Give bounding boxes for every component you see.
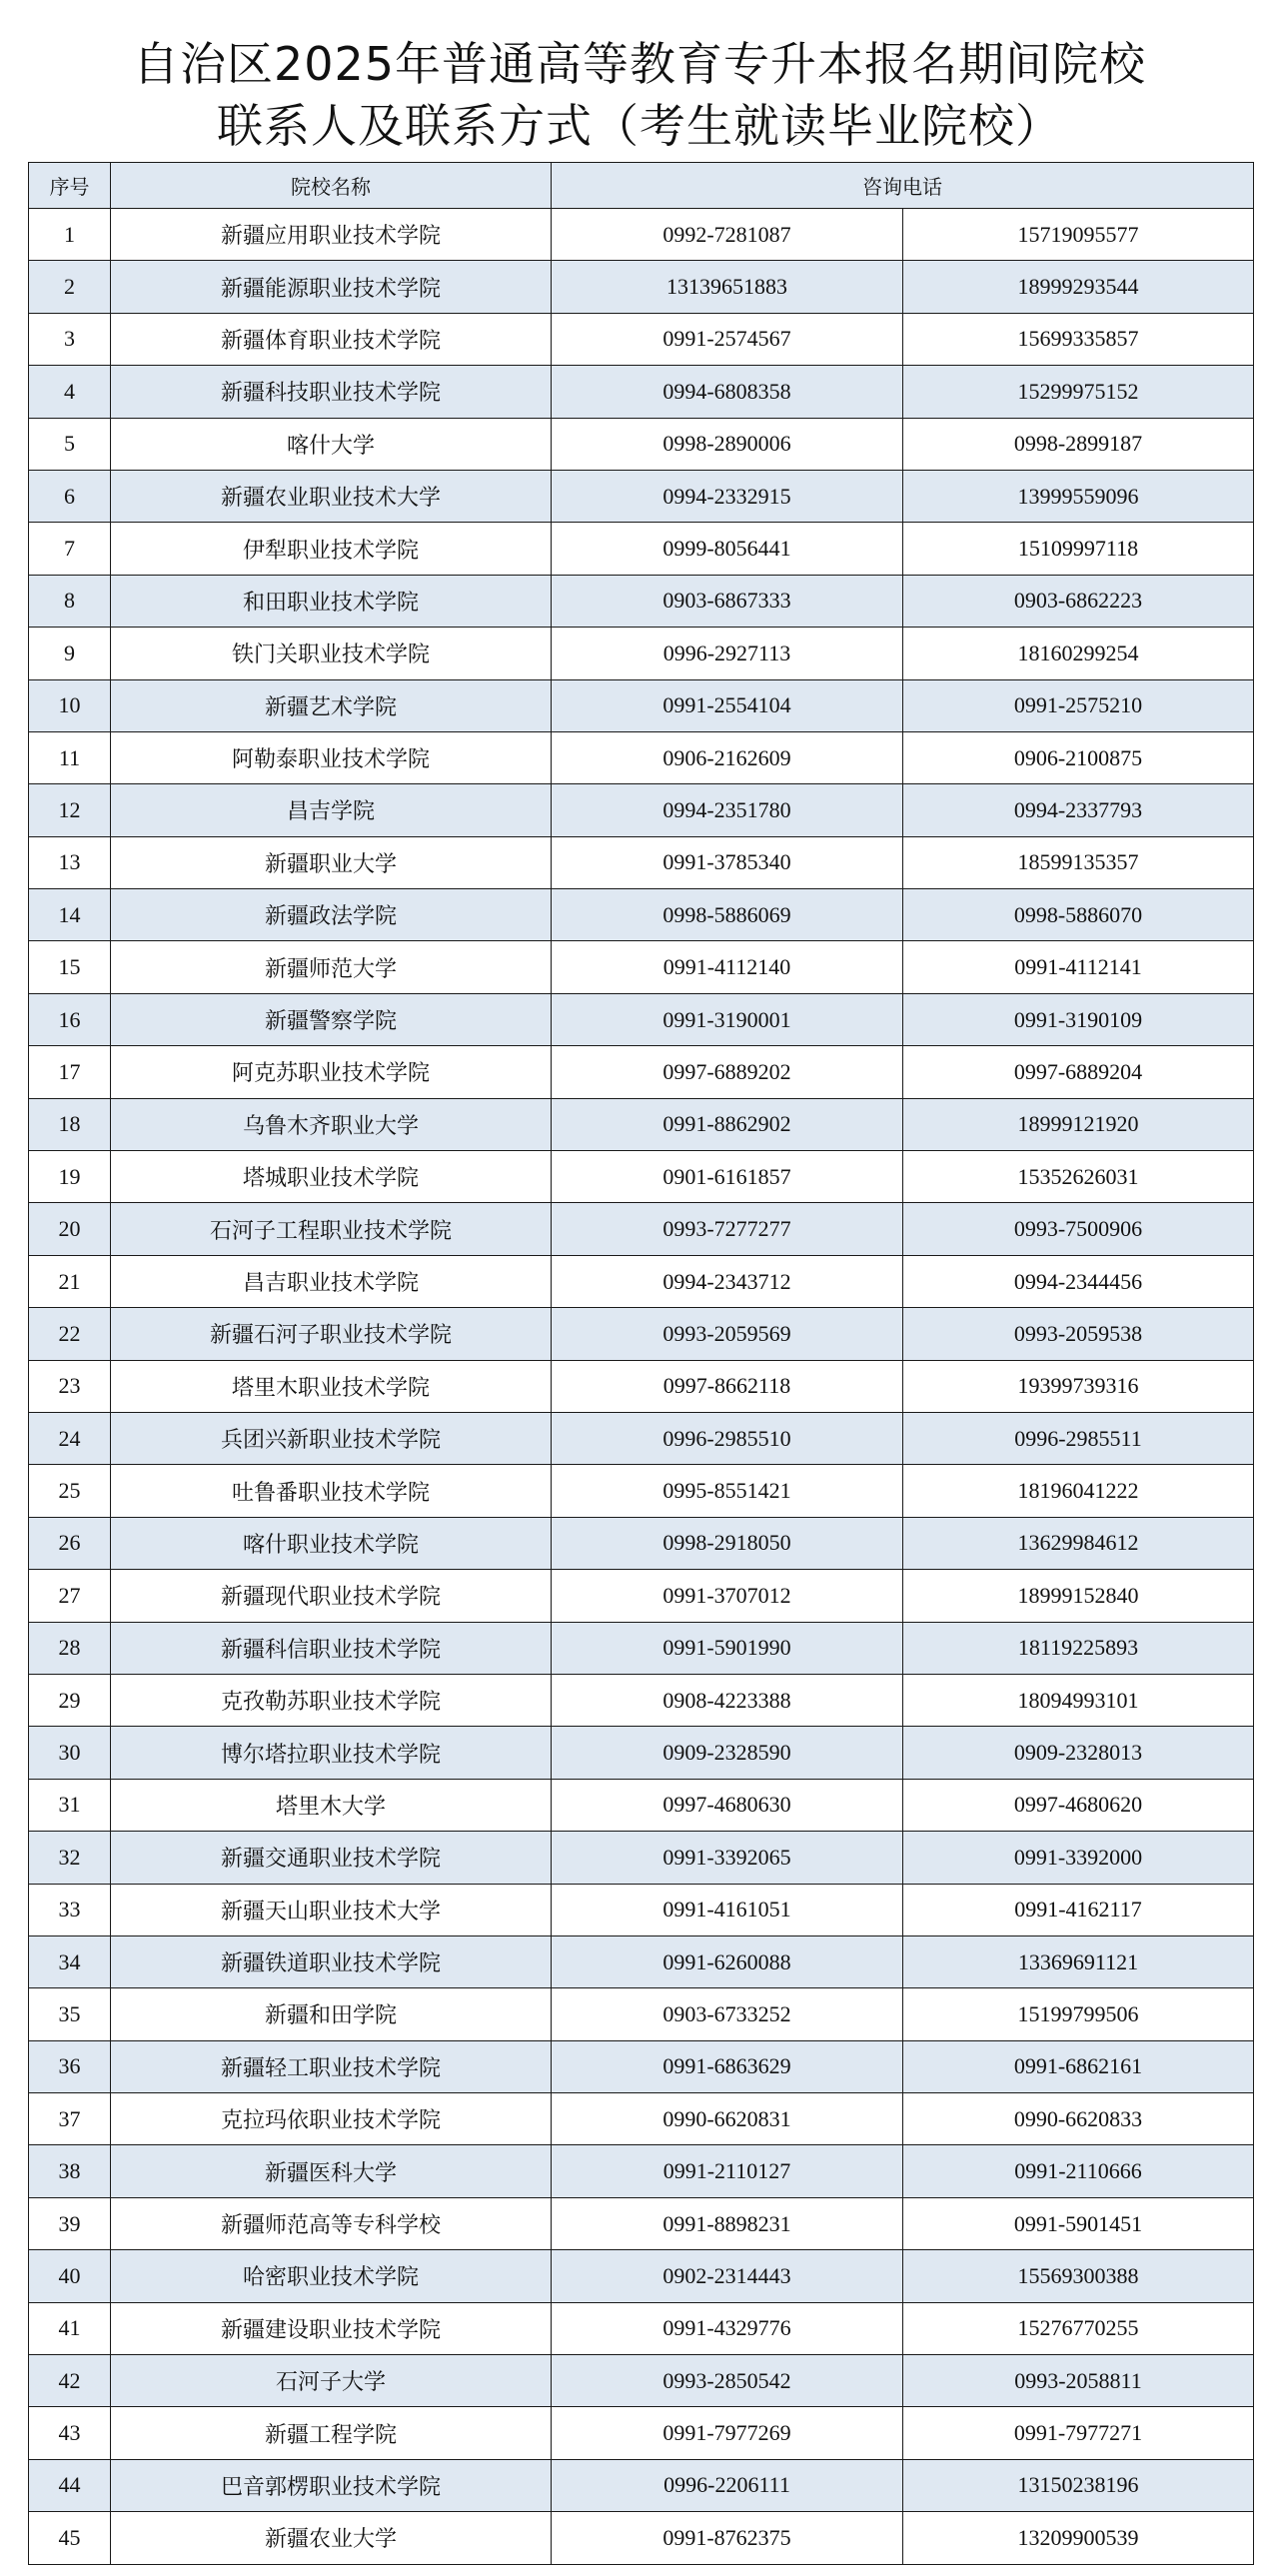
phone-secondary: 0994-2337793: [903, 784, 1254, 836]
row-index: 30: [29, 1727, 111, 1779]
phone-primary: 0991-3707012: [552, 1570, 903, 1622]
row-index: 23: [29, 1360, 111, 1412]
row-index: 2: [29, 261, 111, 313]
row-index: 12: [29, 784, 111, 836]
phone-primary: 0991-7977269: [552, 2407, 903, 2459]
school-name: 乌鲁木齐职业大学: [111, 1098, 552, 1150]
row-index: 44: [29, 2459, 111, 2511]
school-name: 阿克苏职业技术学院: [111, 1046, 552, 1098]
school-name: 新疆职业大学: [111, 836, 552, 888]
row-index: 10: [29, 679, 111, 731]
table-row: [29, 1517, 1254, 1569]
phone-primary: 0903-6733252: [552, 1988, 903, 2040]
row-index: 19: [29, 1151, 111, 1203]
phone-primary: 0991-3392065: [552, 1832, 903, 1884]
phone-secondary: 0909-2328013: [903, 1727, 1254, 1779]
row-index: 40: [29, 2250, 111, 2302]
phone-secondary: 13999559096: [903, 470, 1254, 522]
phone-secondary: 0991-4162117: [903, 1884, 1254, 1935]
table-row: [29, 523, 1254, 575]
school-name: 新疆警察学院: [111, 993, 552, 1045]
school-name: 新疆交通职业技术学院: [111, 1832, 552, 1884]
row-index: 42: [29, 2355, 111, 2407]
phone-secondary: 0991-3190109: [903, 993, 1254, 1045]
table-row: [29, 575, 1254, 627]
phone-primary: 0993-2850542: [552, 2355, 903, 2407]
table-row: [29, 2512, 1254, 2564]
phone-secondary: 15299975152: [903, 366, 1254, 418]
row-index: 26: [29, 1517, 111, 1569]
phone-primary: 0902-2314443: [552, 2250, 903, 2302]
row-index: 5: [29, 418, 111, 470]
table-row: [29, 1203, 1254, 1255]
row-index: 16: [29, 993, 111, 1045]
phone-primary: 0991-4329776: [552, 2302, 903, 2354]
table-row: [29, 2093, 1254, 2145]
school-name: 喀什大学: [111, 418, 552, 470]
row-index: 20: [29, 1203, 111, 1255]
phone-secondary: 18599135357: [903, 836, 1254, 888]
table-row: [29, 1255, 1254, 1307]
table-row: [29, 2250, 1254, 2302]
table-row: [29, 470, 1254, 522]
header-row: [29, 163, 1254, 209]
phone-primary: 0991-4161051: [552, 1884, 903, 1935]
row-index: 35: [29, 1988, 111, 2040]
school-name: 铁门关职业技术学院: [111, 628, 552, 679]
phone-secondary: 0991-4112141: [903, 941, 1254, 993]
school-name: 石河子大学: [111, 2355, 552, 2407]
table-row: [29, 209, 1254, 261]
phone-secondary: 0991-6862161: [903, 2040, 1254, 2092]
phone-primary: 0991-6260088: [552, 1935, 903, 1987]
table-row: [29, 628, 1254, 679]
phone-secondary: 0997-6889204: [903, 1046, 1254, 1098]
school-name: 新疆天山职业技术大学: [111, 1884, 552, 1935]
phone-primary: 0909-2328590: [552, 1727, 903, 1779]
table-row: [29, 889, 1254, 941]
school-name: 石河子工程职业技术学院: [111, 1203, 552, 1255]
school-name: 克孜勒苏职业技术学院: [111, 1674, 552, 1726]
table-row: [29, 1884, 1254, 1935]
row-index: 9: [29, 628, 111, 679]
school-name: 新疆农业职业技术大学: [111, 470, 552, 522]
phone-secondary: 15109997118: [903, 523, 1254, 575]
table-row: [29, 1465, 1254, 1517]
row-index: 31: [29, 1779, 111, 1831]
phone-secondary: 0993-2058811: [903, 2355, 1254, 2407]
table-row: [29, 2459, 1254, 2511]
phone-secondary: 13209900539: [903, 2512, 1254, 2564]
phone-primary: 0993-7277277: [552, 1203, 903, 1255]
school-name: 新疆铁道职业技术学院: [111, 1935, 552, 1987]
table-row: [29, 2145, 1254, 2197]
school-name: 新疆石河子职业技术学院: [111, 1308, 552, 1360]
row-index: 14: [29, 889, 111, 941]
header-phone: 咨询电话: [552, 163, 1254, 209]
phone-primary: 0906-2162609: [552, 731, 903, 783]
row-index: 37: [29, 2093, 111, 2145]
phone-secondary: 15719095577: [903, 209, 1254, 261]
phone-secondary: 19399739316: [903, 1360, 1254, 1412]
phone-secondary: 0993-2059538: [903, 1308, 1254, 1360]
row-index: 13: [29, 836, 111, 888]
phone-primary: 0990-6620831: [552, 2093, 903, 2145]
school-name: 和田职业技术学院: [111, 575, 552, 627]
school-name: 新疆科信职业技术学院: [111, 1622, 552, 1674]
school-name: 塔里木大学: [111, 1779, 552, 1831]
school-name: 吐鲁番职业技术学院: [111, 1465, 552, 1517]
table-row: [29, 1098, 1254, 1150]
phone-secondary: 18999121920: [903, 1098, 1254, 1150]
table-row: [29, 784, 1254, 836]
school-name: 新疆农业大学: [111, 2512, 552, 2564]
phone-primary: 0999-8056441: [552, 523, 903, 575]
phone-primary: 0991-3190001: [552, 993, 903, 1045]
phone-primary: 0991-8898231: [552, 2197, 903, 2249]
row-index: 28: [29, 1622, 111, 1674]
phone-primary: 0997-8662118: [552, 1360, 903, 1412]
phone-primary: 0991-6863629: [552, 2040, 903, 2092]
row-index: 22: [29, 1308, 111, 1360]
table-row: [29, 1727, 1254, 1779]
phone-primary: 0996-2206111: [552, 2459, 903, 2511]
phone-secondary: 0991-5901451: [903, 2197, 1254, 2249]
row-index: 18: [29, 1098, 111, 1150]
phone-primary: 0994-2332915: [552, 470, 903, 522]
table-row: [29, 1935, 1254, 1987]
phone-primary: 0998-2918050: [552, 1517, 903, 1569]
table-row: [29, 1046, 1254, 1098]
phone-secondary: 0991-2110666: [903, 2145, 1254, 2197]
phone-secondary: 0994-2344456: [903, 1255, 1254, 1307]
school-name: 新疆工程学院: [111, 2407, 552, 2459]
table-row: [29, 1360, 1254, 1412]
phone-primary: 0997-6889202: [552, 1046, 903, 1098]
phone-secondary: 0996-2985511: [903, 1412, 1254, 1464]
school-name: 新疆科技职业技术学院: [111, 366, 552, 418]
phone-secondary: 0993-7500906: [903, 1203, 1254, 1255]
phone-primary: 0991-2574567: [552, 313, 903, 365]
phone-secondary: 0991-3392000: [903, 1832, 1254, 1884]
phone-primary: 0991-2554104: [552, 679, 903, 731]
row-index: 7: [29, 523, 111, 575]
school-name: 克拉玛依职业技术学院: [111, 2093, 552, 2145]
school-name: 新疆师范高等专科学校: [111, 2197, 552, 2249]
header-index: 序号: [29, 163, 111, 209]
phone-primary: 0994-2351780: [552, 784, 903, 836]
table-row: [29, 836, 1254, 888]
row-index: 29: [29, 1674, 111, 1726]
school-name: 博尔塔拉职业技术学院: [111, 1727, 552, 1779]
phone-secondary: 18160299254: [903, 628, 1254, 679]
school-name: 塔里木职业技术学院: [111, 1360, 552, 1412]
phone-primary: 0993-2059569: [552, 1308, 903, 1360]
page-title: 自治区2025年普通高等教育专升本报名期间院校: [132, 37, 1147, 91]
phone-secondary: 18999293544: [903, 261, 1254, 313]
school-name: 新疆师范大学: [111, 941, 552, 993]
table-row: [29, 366, 1254, 418]
school-name: 新疆应用职业技术学院: [111, 209, 552, 261]
phone-primary: 0901-6161857: [552, 1151, 903, 1203]
phone-primary: 0908-4223388: [552, 1674, 903, 1726]
row-index: 41: [29, 2302, 111, 2354]
school-name: 阿勒泰职业技术学院: [111, 731, 552, 783]
phone-primary: 0992-7281087: [552, 209, 903, 261]
phone-secondary: 0997-4680620: [903, 1779, 1254, 1831]
row-index: 8: [29, 575, 111, 627]
phone-primary: 0996-2985510: [552, 1412, 903, 1464]
table-row: [29, 1832, 1254, 1884]
phone-secondary: 18999152840: [903, 1570, 1254, 1622]
phone-secondary: 15276770255: [903, 2302, 1254, 2354]
phone-secondary: 15199799506: [903, 1988, 1254, 2040]
phone-primary: 0996-2927113: [552, 628, 903, 679]
phone-primary: 0991-8762375: [552, 2512, 903, 2564]
table-row: [29, 1674, 1254, 1726]
school-name: 巴音郭楞职业技术学院: [111, 2459, 552, 2511]
table-body: [29, 209, 1254, 2565]
phone-secondary: 13629984612: [903, 1517, 1254, 1569]
row-index: 33: [29, 1884, 111, 1935]
row-index: 21: [29, 1255, 111, 1307]
phone-primary: 0991-2110127: [552, 2145, 903, 2197]
school-name: 新疆体育职业技术学院: [111, 313, 552, 365]
phone-secondary: 0903-6862223: [903, 575, 1254, 627]
phone-secondary: 0906-2100875: [903, 731, 1254, 783]
table-row: [29, 993, 1254, 1045]
phone-secondary: 15352626031: [903, 1151, 1254, 1203]
phone-primary: 0991-3785340: [552, 836, 903, 888]
page-subtitle: 联系人及联系方式（考生就读毕业院校）: [217, 99, 1062, 153]
phone-secondary: 15569300388: [903, 2250, 1254, 2302]
row-index: 4: [29, 366, 111, 418]
table-row: [29, 418, 1254, 470]
row-index: 6: [29, 470, 111, 522]
school-name: 喀什职业技术学院: [111, 1517, 552, 1569]
school-name: 塔城职业技术学院: [111, 1151, 552, 1203]
school-name: 伊犁职业技术学院: [111, 523, 552, 575]
school-name: 新疆政法学院: [111, 889, 552, 941]
phone-primary: 0903-6867333: [552, 575, 903, 627]
phone-secondary: 13369691121: [903, 1935, 1254, 1987]
school-name: 新疆轻工职业技术学院: [111, 2040, 552, 2092]
table-row: [29, 1779, 1254, 1831]
phone-primary: 0991-8862902: [552, 1098, 903, 1150]
row-index: 25: [29, 1465, 111, 1517]
school-name: 新疆医科大学: [111, 2145, 552, 2197]
row-index: 45: [29, 2512, 111, 2564]
phone-secondary: 13150238196: [903, 2459, 1254, 2511]
row-index: 43: [29, 2407, 111, 2459]
table-row: [29, 731, 1254, 783]
phone-secondary: 18196041222: [903, 1465, 1254, 1517]
phone-primary: 0995-8551421: [552, 1465, 903, 1517]
phone-secondary: 15699335857: [903, 313, 1254, 365]
row-index: 15: [29, 941, 111, 993]
row-index: 39: [29, 2197, 111, 2249]
phone-secondary: 18094993101: [903, 1674, 1254, 1726]
table-row: [29, 1622, 1254, 1674]
row-index: 3: [29, 313, 111, 365]
phone-primary: 13139651883: [552, 261, 903, 313]
row-index: 32: [29, 1832, 111, 1884]
row-index: 17: [29, 1046, 111, 1098]
table-row: [29, 679, 1254, 731]
row-index: 11: [29, 731, 111, 783]
school-name: 新疆现代职业技术学院: [111, 1570, 552, 1622]
school-name: 新疆和田学院: [111, 1988, 552, 2040]
phone-secondary: 0990-6620833: [903, 2093, 1254, 2145]
table-row: [29, 1988, 1254, 2040]
phone-primary: 0991-4112140: [552, 941, 903, 993]
school-name: 新疆艺术学院: [111, 679, 552, 731]
row-index: 38: [29, 2145, 111, 2197]
row-index: 34: [29, 1935, 111, 1987]
phone-primary: 0991-5901990: [552, 1622, 903, 1674]
table-row: [29, 1412, 1254, 1464]
table-row: [29, 941, 1254, 993]
table-row: [29, 2040, 1254, 2092]
table-row: [29, 1308, 1254, 1360]
contacts-table: [28, 162, 1254, 2565]
table-header: [29, 163, 1254, 209]
row-index: 27: [29, 1570, 111, 1622]
table-row: [29, 2302, 1254, 2354]
phone-primary: 0994-6808358: [552, 366, 903, 418]
phone-primary: 0998-5886069: [552, 889, 903, 941]
table-row: [29, 2197, 1254, 2249]
school-name: 兵团兴新职业技术学院: [111, 1412, 552, 1464]
phone-secondary: 18119225893: [903, 1622, 1254, 1674]
phone-primary: 0997-4680630: [552, 1779, 903, 1831]
table-row: [29, 2407, 1254, 2459]
phone-secondary: 0998-2899187: [903, 418, 1254, 470]
row-index: 1: [29, 209, 111, 261]
school-name: 新疆建设职业技术学院: [111, 2302, 552, 2354]
school-name: 新疆能源职业技术学院: [111, 261, 552, 313]
header-school: 院校名称: [111, 163, 552, 209]
school-name: 昌吉职业技术学院: [111, 1255, 552, 1307]
table-row: [29, 313, 1254, 365]
phone-secondary: 0991-2575210: [903, 679, 1254, 731]
table-row: [29, 1151, 1254, 1203]
table-row: [29, 261, 1254, 313]
phone-secondary: 0998-5886070: [903, 889, 1254, 941]
school-name: 哈密职业技术学院: [111, 2250, 552, 2302]
table-row: [29, 2355, 1254, 2407]
row-index: 24: [29, 1412, 111, 1464]
phone-primary: 0994-2343712: [552, 1255, 903, 1307]
school-name: 昌吉学院: [111, 784, 552, 836]
phone-secondary: 0991-7977271: [903, 2407, 1254, 2459]
row-index: 36: [29, 2040, 111, 2092]
table-row: [29, 1570, 1254, 1622]
phone-primary: 0998-2890006: [552, 418, 903, 470]
